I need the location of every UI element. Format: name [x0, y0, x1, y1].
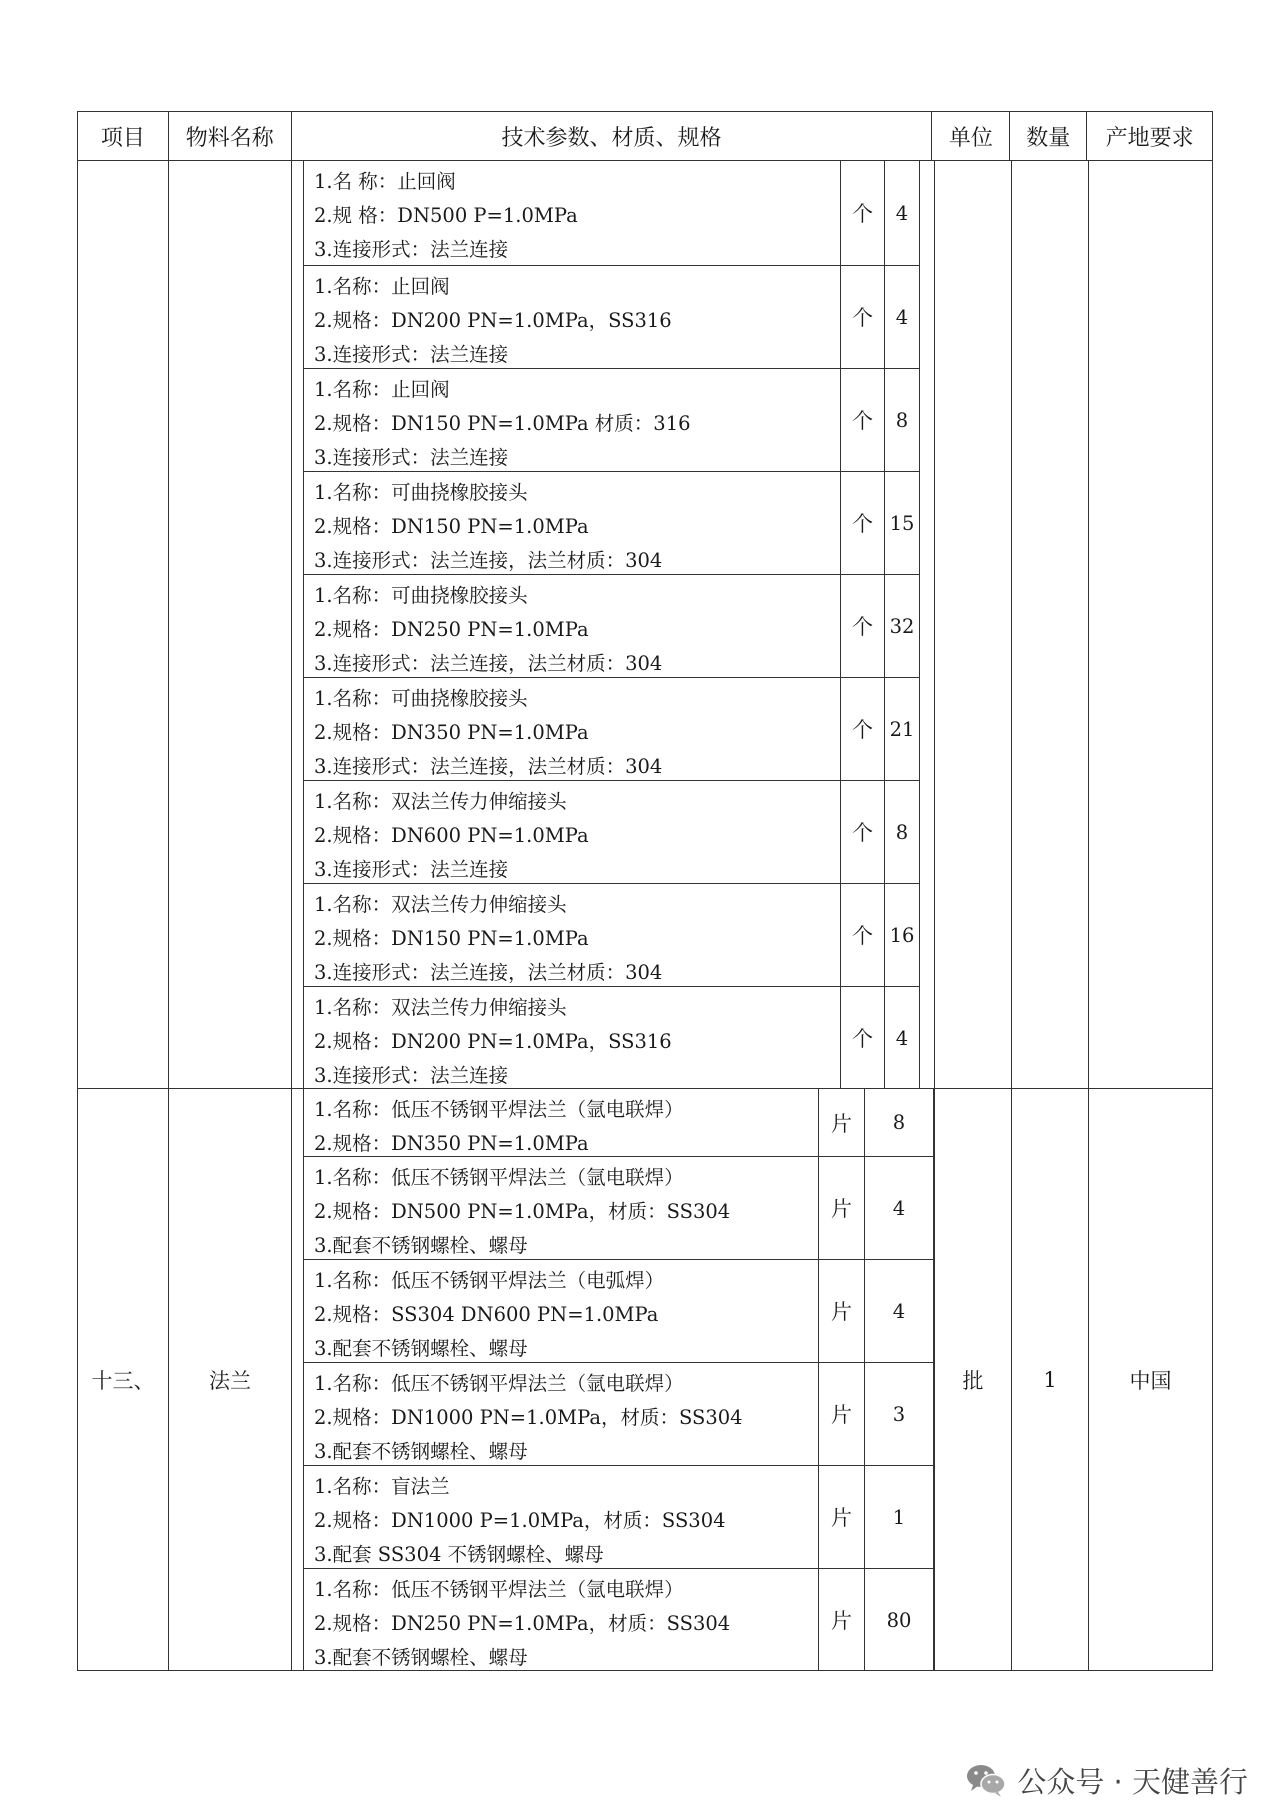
table-header [77, 111, 1213, 161]
footer-watermark [965, 1757, 1248, 1803]
spec-line: 1.名 称：止回阀 [314, 170, 456, 193]
item-qty: 4 [895, 1026, 909, 1050]
spec-line: 3.连接形式：法兰连接，法兰材质：304 [314, 652, 663, 675]
spec-line: 3.连接形式：法兰连接，法兰材质：304 [314, 961, 663, 984]
item-unit: 个 [840, 575, 885, 677]
item-unit: 片 [818, 1466, 865, 1568]
spec-line: 1.名称：可曲挠橡胶接头 [314, 481, 528, 504]
spec-row [304, 781, 919, 884]
spec-line: 1.名称：盲法兰 [314, 1475, 450, 1498]
spec-line: 2.规格：DN500 PN=1.0MPa，材质：SS304 [314, 1200, 731, 1223]
spec-line: 3.连接形式：法兰连接，法兰材质：304 [314, 549, 663, 572]
spec-line: 2.规格：DN150 PN=1.0MPa [314, 927, 589, 950]
spec-row [304, 575, 919, 678]
unit-cell [934, 161, 1012, 1088]
item-unit: 个 [840, 266, 885, 368]
spec-line: 2.规格：DN350 PN=1.0MPa [314, 1132, 589, 1155]
spec-subtable [303, 1089, 934, 1670]
spec-line: 3.配套不锈钢螺栓、螺母 [314, 1646, 528, 1669]
item-qty: 3 [892, 1402, 906, 1426]
qty-cell: 1 [1012, 1089, 1089, 1670]
spec-line: 2.规格：DN350 PN=1.0MPa [314, 721, 589, 744]
spec-row [304, 1569, 933, 1671]
spec-line: 1.名称：双法兰传力伸缩接头 [314, 996, 567, 1019]
spec-line: 1.名称：止回阀 [314, 275, 450, 298]
item-unit: 个 [840, 161, 885, 265]
spec-row [304, 987, 919, 1089]
spec-text [304, 1363, 818, 1465]
origin-cell: 中国 [1129, 1368, 1172, 1393]
spec-line: 3.配套 SS304 不锈钢螺栓、螺母 [314, 1543, 604, 1566]
item-qty: 1 [892, 1505, 906, 1529]
spec-line: 2.规格：SS304 DN600 PN=1.0MPa [314, 1303, 659, 1326]
unit-cell: 批 [934, 1089, 1012, 1670]
spec-row [304, 1363, 933, 1466]
spec-row [304, 1466, 933, 1569]
project-cell: 十三、 [78, 1089, 169, 1670]
spec-line: 2.规格：DN150 PN=1.0MPa 材质：316 [314, 412, 691, 435]
spec-row [304, 884, 919, 987]
item-qty: 80 [886, 1608, 912, 1632]
spec-line: 1.名称：止回阀 [314, 378, 450, 401]
item-unit: 片 [818, 1363, 865, 1465]
spec-line: 3.连接形式：法兰连接 [314, 858, 509, 881]
item-unit: 片 [818, 1157, 865, 1259]
item-qty: 21 [889, 717, 915, 741]
item-qty: 4 [892, 1299, 906, 1323]
spec-text [304, 369, 840, 471]
origin-cell [1089, 161, 1212, 1088]
spec-line: 1.名称：双法兰传力伸缩接头 [314, 893, 567, 916]
item-unit: 个 [840, 987, 885, 1089]
header-params: 技术参数、材质、规格 [292, 112, 933, 160]
project-cell [78, 161, 169, 1088]
spec-row [304, 161, 919, 266]
item-unit: 片 [818, 1260, 865, 1362]
header-project: 项目 [78, 112, 169, 160]
item-qty: 8 [892, 1111, 906, 1134]
header-qty: 数量 [1010, 112, 1087, 160]
spec-text [304, 1466, 818, 1568]
spec-line: 1.名称：低压不锈钢平焊法兰（氩电联焊） [314, 1578, 684, 1601]
item-unit: 个 [840, 369, 885, 471]
spec-subtable [303, 161, 920, 1088]
spec-text [304, 781, 840, 883]
material-cell [169, 161, 292, 1088]
spec-row [304, 369, 919, 472]
spec-line: 2.规格：DN600 PN=1.0MPa [314, 824, 589, 847]
spec-line: 3.连接形式：法兰连接 [314, 238, 509, 261]
spec-line: 3.连接形式：法兰连接 [314, 1064, 509, 1087]
item-unit: 片 [818, 1569, 865, 1671]
item-qty: 15 [889, 511, 915, 535]
spec-line: 2.规格：DN250 PN=1.0MPa，材质：SS304 [314, 1612, 731, 1635]
spec-line: 3.配套不锈钢螺栓、螺母 [314, 1440, 528, 1463]
spec-line: 3.配套不锈钢螺栓、螺母 [314, 1337, 528, 1360]
spec-line: 1.名称：低压不锈钢平焊法兰（氩电联焊） [314, 1098, 684, 1121]
spec-row [304, 472, 919, 575]
item-unit: 个 [840, 472, 885, 574]
footer-text: 公众号 · 天健善行 [1017, 1764, 1248, 1799]
spec-text [304, 1260, 818, 1362]
spec-text [304, 1157, 818, 1259]
table-group-flanges [77, 1089, 1213, 1671]
spec-line: 1.名称：可曲挠橡胶接头 [314, 584, 528, 607]
spec-line: 2.规格：DN250 PN=1.0MPa [314, 618, 589, 641]
item-qty: 8 [895, 820, 909, 844]
spec-text [304, 266, 840, 368]
spec-text [304, 1089, 818, 1156]
item-qty: 8 [895, 408, 909, 432]
item-unit: 个 [840, 781, 885, 883]
item-qty: 4 [895, 305, 909, 329]
spec-text [304, 1569, 818, 1671]
spec-line: 2.规格：DN200 PN=1.0MPa，SS316 [314, 309, 672, 332]
spec-text [304, 987, 840, 1089]
spec-line: 2.规格：DN1000 PN=1.0MPa，材质：SS304 [314, 1406, 743, 1429]
spec-text [304, 884, 840, 986]
spec-text [304, 575, 840, 677]
spec-row [304, 1260, 933, 1363]
spec-line: 3.连接形式：法兰连接 [314, 446, 509, 469]
spec-line: 1.名称：可曲挠橡胶接头 [314, 687, 528, 710]
spec-text [304, 678, 840, 780]
item-qty: 4 [892, 1196, 906, 1220]
item-qty: 4 [895, 201, 909, 225]
wechat-icon [965, 1761, 1007, 1799]
spec-line: 2.规格：DN150 PN=1.0MPa [314, 515, 589, 538]
spec-row [304, 1157, 933, 1260]
spec-line: 1.名称：低压不锈钢平焊法兰（氩电联焊） [314, 1166, 684, 1189]
item-unit: 个 [840, 884, 885, 986]
table-group-valves [77, 161, 1213, 1089]
spec-row [304, 266, 919, 369]
item-unit: 片 [818, 1089, 865, 1156]
spec-row [304, 1089, 933, 1157]
spec-text [304, 161, 840, 265]
header-origin: 产地要求 [1105, 125, 1194, 151]
spec-line: 3.连接形式：法兰连接，法兰材质：304 [314, 755, 663, 778]
item-qty: 16 [889, 923, 915, 947]
spec-line: 1.名称：低压不锈钢平焊法兰（氩电联焊） [314, 1372, 684, 1395]
spec-line: 2.规 格：DN500 P=1.0MPa [314, 204, 578, 227]
spec-line: 2.规格：DN1000 P=1.0MPa，材质：SS304 [314, 1509, 726, 1532]
header-material: 物料名称 [169, 112, 292, 160]
qty-cell [1012, 161, 1089, 1088]
spec-line: 2.规格：DN200 PN=1.0MPa，SS316 [314, 1030, 672, 1053]
spec-text [304, 472, 840, 574]
material-cell: 法兰 [169, 1089, 292, 1670]
item-unit: 个 [840, 678, 885, 780]
spec-line: 1.名称：双法兰传力伸缩接头 [314, 790, 567, 813]
spec-line: 3.配套不锈钢螺栓、螺母 [314, 1234, 528, 1257]
spec-row [304, 678, 919, 781]
spec-line: 3.连接形式：法兰连接 [314, 343, 509, 366]
header-unit: 单位 [932, 112, 1010, 160]
spec-line: 1.名称：低压不锈钢平焊法兰（电弧焊） [314, 1269, 665, 1292]
item-qty: 32 [889, 614, 915, 638]
